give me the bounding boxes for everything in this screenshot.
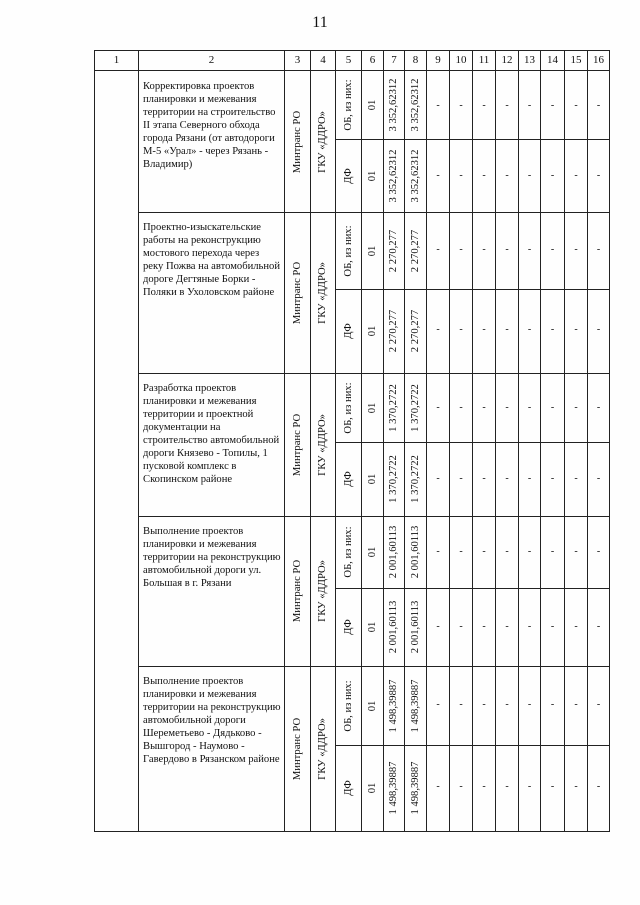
row-separator	[565, 516, 587, 517]
empty-mark: -	[574, 402, 578, 413]
subrow-top	[336, 666, 361, 745]
subrow-top	[336, 373, 361, 442]
empty-mark: -	[505, 473, 509, 484]
empty-mark: -	[550, 546, 555, 557]
subrow-separator	[541, 289, 564, 290]
executor-label: ГКУ «ДДРО»	[317, 413, 328, 476]
subrow-separator	[588, 289, 609, 290]
subrow-bottom	[362, 588, 383, 666]
empty-mark: -	[550, 473, 555, 484]
administrator-label: Минтранс РО	[291, 261, 303, 324]
col-7-amount	[384, 71, 405, 832]
subrow-bottom	[336, 745, 361, 831]
col-15	[565, 71, 588, 832]
subrow-separator	[565, 745, 587, 746]
amount-col-8: 1 370,2722	[409, 455, 421, 503]
row-separator	[588, 373, 609, 374]
row-separator	[588, 666, 609, 667]
subrow-top	[362, 373, 383, 442]
project-block	[311, 373, 335, 516]
subrow-separator	[565, 139, 587, 140]
subrow-separator	[496, 139, 518, 140]
subrow-bottom	[405, 442, 426, 516]
subrow-top	[384, 666, 404, 745]
subrow-separator	[473, 442, 495, 443]
column-number: 15	[565, 51, 588, 71]
administrator-label: Минтранс РО	[291, 413, 303, 476]
funding-source: ДФ	[342, 471, 354, 487]
row-separator	[541, 666, 564, 667]
funding-source: ОБ, из них:	[342, 381, 354, 434]
empty-mark: -	[596, 699, 601, 710]
column-number: 2	[139, 51, 285, 71]
empty-mark: -	[527, 402, 532, 413]
row-separator	[496, 516, 518, 517]
row-separator	[496, 666, 518, 667]
subrow-separator	[565, 289, 587, 290]
row-separator	[541, 373, 564, 374]
column-number: 5	[336, 51, 362, 71]
page-number: 11	[312, 14, 328, 31]
subrow-separator	[565, 442, 587, 443]
amount-col-8: 2 001,60113	[409, 525, 421, 579]
row-separator	[519, 212, 540, 213]
subrow-separator	[427, 442, 449, 443]
empty-mark: -	[505, 244, 509, 255]
row-separator	[496, 373, 518, 374]
col-14	[541, 71, 565, 832]
funding-source: ДФ	[342, 619, 354, 635]
subrow-bottom	[384, 139, 404, 212]
row-separator	[565, 666, 587, 667]
empty-mark: -	[596, 621, 601, 632]
amount-col-8: 1 370,2722	[409, 383, 421, 432]
empty-mark: -	[505, 699, 509, 710]
empty-mark: -	[527, 473, 532, 484]
project-block	[139, 373, 284, 516]
subrow-bottom	[362, 745, 383, 831]
row-separator	[450, 666, 472, 667]
col-8-amount	[405, 71, 427, 832]
row-separator	[519, 666, 540, 667]
subrow-bottom	[384, 289, 404, 373]
subrow-separator	[519, 289, 540, 290]
project-block	[285, 666, 310, 831]
empty-mark: -	[459, 100, 463, 111]
empty-mark: -	[574, 170, 578, 181]
project-block	[139, 666, 284, 831]
empty-mark: -	[505, 546, 509, 557]
empty-mark: -	[527, 781, 532, 792]
column-number: 1	[95, 51, 139, 71]
project-block	[311, 666, 335, 831]
amount-col-7: 1 498,39887	[388, 679, 399, 732]
empty-mark: -	[436, 324, 440, 335]
empty-mark: -	[436, 402, 440, 413]
empty-mark: -	[527, 546, 532, 557]
empty-mark: -	[459, 546, 463, 557]
empty-mark: -	[436, 244, 440, 255]
subrow-top	[336, 212, 361, 289]
project-block	[139, 516, 284, 666]
subrow-bottom	[405, 745, 426, 831]
subrow-top	[362, 516, 383, 588]
column-number: 6	[362, 51, 384, 71]
empty-mark: -	[482, 170, 486, 181]
col-9	[427, 71, 450, 832]
subrow-separator	[496, 442, 518, 443]
empty-mark: -	[436, 621, 440, 632]
code: 01	[366, 782, 378, 794]
empty-mark: -	[482, 546, 486, 557]
row-separator	[541, 516, 564, 517]
empty-mark: -	[527, 244, 532, 255]
empty-mark: -	[505, 324, 509, 335]
empty-mark: -	[527, 170, 532, 181]
subrow-separator	[541, 139, 564, 140]
subrow-top	[362, 666, 383, 745]
row-separator	[427, 666, 449, 667]
empty-mark: -	[527, 621, 532, 632]
amount-col-7: 2 001,60113	[388, 600, 399, 654]
empty-mark: -	[482, 621, 486, 632]
subrow-top	[336, 516, 361, 588]
subrow-separator	[588, 139, 609, 140]
column-number: 16	[588, 51, 610, 71]
project-block	[285, 373, 310, 516]
empty-mark: -	[596, 244, 601, 255]
subrow-bottom	[384, 442, 404, 516]
code: 01	[366, 325, 378, 337]
subrow-separator	[427, 588, 449, 589]
administrator-label: Минтранс РО	[291, 717, 303, 780]
column-number: 7	[384, 51, 405, 71]
subrow-bottom	[362, 289, 383, 373]
empty-mark: -	[436, 699, 440, 710]
subrow-bottom	[405, 588, 426, 666]
amount-col-7: 2 270,277	[388, 309, 399, 353]
code: 01	[366, 99, 378, 111]
empty-mark: -	[459, 402, 463, 413]
subrow-bottom	[336, 289, 361, 373]
col-5-source	[336, 71, 362, 832]
subrow-separator	[450, 442, 472, 443]
code: 01	[366, 245, 378, 256]
subrow-separator	[541, 588, 564, 589]
subrow-top	[384, 212, 404, 289]
subrow-separator	[496, 745, 518, 746]
funding-source: ДФ	[342, 167, 354, 184]
amount-col-7: 1 498,39887	[388, 761, 399, 815]
empty-mark: -	[482, 473, 486, 484]
amount-col-7: 3 352,62312	[388, 149, 399, 202]
project-title: Проектно-изыскательские работы на реконструкцию мостового перехода через реку Пожва на автомобильной дороге Дегтяные Борки - Поляки в Ухоловском районе	[143, 222, 281, 298]
executor-label: ГКУ «ДДРО»	[317, 110, 328, 173]
amount-col-7: 2 270,277	[388, 229, 399, 272]
empty-mark: -	[482, 781, 486, 792]
empty-mark: -	[574, 324, 578, 335]
funding-source: ОБ, из них:	[342, 224, 354, 277]
column-number: 4	[311, 51, 336, 71]
empty-mark: -	[459, 699, 463, 710]
empty-mark: -	[459, 244, 463, 255]
row-separator	[565, 212, 587, 213]
row-separator	[541, 212, 564, 213]
empty-mark: -	[482, 402, 486, 413]
project-title: Выполнение проектов планировки и межевания территории на реконструкцию автомобильной дороги ул. Большая в г. Рязани	[143, 526, 281, 589]
project-block	[285, 516, 310, 666]
project-title: Разработка проектов планировки и межевания территории и проектной документации на строительство автомобильной дороги Князево - Топилы, 1 пусковой комплекс в Скопинском районе	[143, 383, 280, 485]
subrow-separator	[519, 745, 540, 746]
empty-mark: -	[574, 244, 578, 255]
subrow-separator	[519, 588, 540, 589]
amount-col-8: 2 270,277	[409, 309, 421, 353]
row-separator	[450, 516, 472, 517]
project-block	[311, 212, 335, 373]
subrow-bottom	[362, 442, 383, 516]
subrow-bottom	[362, 139, 383, 212]
column-number: 8	[405, 51, 427, 71]
empty-mark: -	[482, 324, 486, 335]
amount-col-8: 2 001,60113	[409, 600, 421, 654]
budget-table	[94, 50, 610, 832]
row-separator	[519, 516, 540, 517]
empty-mark: -	[505, 781, 509, 792]
empty-mark: -	[482, 100, 486, 111]
executor-label: ГКУ «ДДРО»	[317, 261, 328, 324]
column-number-row	[95, 51, 610, 71]
empty-mark: -	[550, 699, 555, 710]
empty-mark: -	[596, 324, 601, 335]
col-16	[588, 71, 610, 832]
code: 01	[366, 700, 378, 711]
col-1-cell	[95, 71, 139, 832]
subrow-top	[384, 71, 404, 139]
code: 01	[366, 170, 378, 181]
row-separator	[473, 212, 495, 213]
empty-mark: -	[505, 621, 509, 632]
column-number: 13	[519, 51, 541, 71]
subrow-separator	[450, 588, 472, 589]
subrow-separator	[541, 745, 564, 746]
subrow-separator	[450, 745, 472, 746]
code: 01	[366, 621, 378, 633]
project-block	[311, 516, 335, 666]
empty-mark: -	[436, 100, 440, 111]
empty-mark: -	[574, 621, 578, 632]
project-block	[285, 212, 310, 373]
empty-mark: -	[436, 546, 440, 557]
row-separator	[588, 212, 609, 213]
empty-mark: -	[505, 100, 509, 111]
empty-mark: -	[527, 100, 532, 111]
column-number: 3	[285, 51, 311, 71]
amount-col-8: 3 352,62312	[409, 78, 421, 132]
column-number: 12	[496, 51, 519, 71]
empty-mark: -	[436, 473, 440, 484]
empty-mark: -	[482, 244, 486, 255]
subrow-separator	[541, 442, 564, 443]
subrow-separator	[496, 289, 518, 290]
row-separator	[588, 516, 609, 517]
col-6-code	[362, 71, 384, 832]
subrow-separator	[588, 442, 609, 443]
row-separator	[427, 516, 449, 517]
empty-mark: -	[550, 621, 555, 632]
table-body-row	[95, 71, 610, 832]
row-separator	[519, 373, 540, 374]
subrow-bottom	[384, 745, 404, 831]
empty-mark: -	[482, 699, 486, 710]
subrow-bottom	[384, 588, 404, 666]
empty-mark: -	[459, 324, 463, 335]
empty-mark: -	[459, 170, 463, 181]
amount-col-8: 2 270,277	[409, 229, 421, 272]
amount-col-8: 1 498,39887	[409, 761, 421, 815]
subrow-separator	[427, 745, 449, 746]
column-number: 14	[541, 51, 565, 71]
col-4-executor	[311, 71, 336, 832]
row-separator	[473, 373, 495, 374]
project-block	[311, 71, 335, 212]
subrow-separator	[427, 289, 449, 290]
empty-mark: -	[550, 402, 555, 413]
column-number: 10	[450, 51, 473, 71]
subrow-bottom	[336, 139, 361, 212]
empty-mark: -	[459, 473, 463, 484]
subrow-separator	[588, 588, 609, 589]
code: 01	[366, 546, 378, 558]
col-13	[519, 71, 541, 832]
funding-source: ОБ, из них:	[342, 79, 354, 131]
subrow-top	[384, 516, 404, 588]
empty-mark: -	[459, 621, 463, 632]
funding-source: ДФ	[342, 323, 354, 339]
administrator-label: Минтранс РО	[291, 110, 303, 173]
funding-source: ОБ, из них:	[342, 679, 354, 732]
empty-mark: -	[550, 324, 555, 335]
subrow-top	[405, 666, 426, 745]
empty-mark: -	[574, 699, 578, 710]
subrow-top	[405, 373, 426, 442]
subrow-separator	[450, 289, 472, 290]
subrow-bottom	[405, 289, 426, 373]
executor-label: ГКУ «ДДРО»	[317, 560, 328, 622]
funding-source: ДФ	[342, 780, 354, 796]
subrow-top	[336, 71, 361, 139]
empty-mark: -	[505, 402, 509, 413]
project-title: Корректировка проектов планировки и межевания территории на строительство II этапа Северного обхода города Рязани (от автодороги М-5 «Урал» - через Рязань - Владимир)	[143, 81, 276, 170]
empty-mark: -	[550, 170, 555, 181]
empty-mark: -	[596, 402, 601, 413]
subrow-separator	[519, 442, 540, 443]
project-title: Выполнение проектов планировки и межевания территории на реконструкцию автомобильной дороги Шереметьево - Дядьково - Вышгород - Наумово - Гавердово в Рязанском районе	[143, 676, 281, 765]
subrow-bottom	[336, 588, 361, 666]
subrow-separator	[473, 139, 495, 140]
col-10	[450, 71, 473, 832]
empty-mark: -	[574, 781, 578, 792]
empty-mark: -	[550, 100, 555, 111]
empty-mark: -	[550, 781, 555, 792]
subrow-bottom	[336, 442, 361, 516]
subrow-separator	[473, 745, 495, 746]
administrator-label: Минтранс РО	[291, 559, 303, 623]
subrow-separator	[473, 289, 495, 290]
subrow-separator	[565, 588, 587, 589]
col-12	[496, 71, 519, 832]
subrow-top	[405, 516, 426, 588]
amount-col-8: 1 498,39887	[409, 679, 421, 732]
empty-mark: -	[436, 170, 440, 181]
empty-mark: -	[596, 170, 601, 181]
subrow-separator	[496, 588, 518, 589]
empty-mark: -	[574, 546, 578, 557]
subrow-top	[362, 212, 383, 289]
amount-col-7: 2 001,60113	[388, 525, 399, 579]
subrow-bottom	[405, 139, 426, 212]
col-3-admin	[285, 71, 311, 832]
row-separator	[450, 373, 472, 374]
subrow-separator	[450, 139, 472, 140]
empty-mark: -	[505, 170, 509, 181]
amount-col-7: 1 370,2722	[388, 383, 399, 432]
row-separator	[427, 373, 449, 374]
empty-mark: -	[596, 546, 601, 557]
subrow-top	[405, 71, 426, 139]
row-separator	[427, 212, 449, 213]
subrow-top	[384, 373, 404, 442]
amount-col-8: 3 352,62312	[409, 149, 421, 202]
col-11	[473, 71, 496, 832]
empty-mark: -	[550, 244, 555, 255]
project-block	[285, 71, 310, 212]
empty-mark: -	[596, 100, 601, 111]
row-separator	[565, 373, 587, 374]
row-separator	[473, 516, 495, 517]
column-number: 11	[473, 51, 496, 71]
empty-mark: -	[596, 781, 601, 792]
subrow-separator	[473, 588, 495, 589]
empty-mark: -	[574, 100, 578, 111]
empty-mark: -	[459, 781, 463, 792]
amount-col-7: 3 352,62312	[388, 78, 399, 132]
executor-label: ГКУ «ДДРО»	[317, 717, 328, 780]
empty-mark: -	[596, 473, 601, 484]
code: 01	[366, 473, 378, 485]
subrow-top	[405, 212, 426, 289]
subrow-separator	[588, 745, 609, 746]
subrow-top	[362, 71, 383, 139]
project-block	[139, 71, 284, 212]
row-separator	[496, 212, 518, 213]
empty-mark: -	[527, 699, 532, 710]
row-separator	[473, 666, 495, 667]
column-number: 9	[427, 51, 450, 71]
funding-source: ОБ, из них:	[342, 526, 354, 578]
subrow-separator	[427, 139, 449, 140]
col-2-titles	[139, 71, 285, 832]
empty-mark: -	[436, 781, 440, 792]
subrow-separator	[519, 139, 540, 140]
empty-mark: -	[527, 324, 532, 335]
code: 01	[366, 402, 378, 413]
amount-col-7: 1 370,2722	[388, 455, 399, 503]
row-separator	[450, 212, 472, 213]
empty-mark: -	[574, 473, 578, 484]
project-block	[139, 212, 284, 373]
